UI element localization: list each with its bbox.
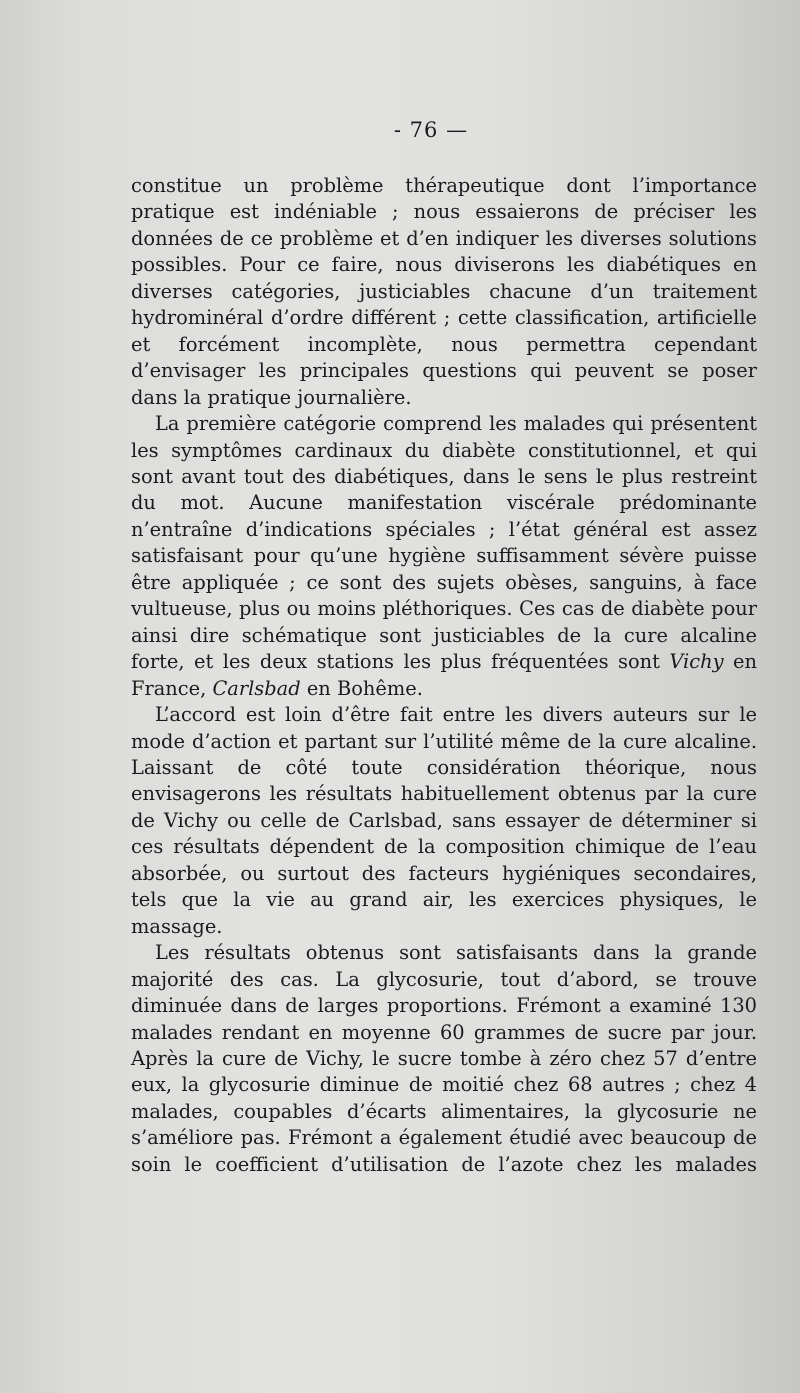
paragraph-first-category — [131, 411, 757, 702]
paragraph-continuation: constitue un problème thérapeutique dont l’importance pratique est indéniable ; nous essaierons de préciser les données de ce problème et d’en indiquer les diverses solutions possibles. Pour ce faire, nous diviserons les diabétiques en diverses catégories, justiciables chacune d’un traitement hydrominéral d’ordre différent ; cette classification, artificielle et forcément incomplète, nous permettra cependant d’envisager les principales questions qui peuvent se poser dans la pratique journalière. — [131, 174, 757, 409]
page-number: - 76 — — [393, 118, 469, 142]
paragraph-results: Les résultats obtenus sont satisfaisants dans la grande majorité des cas. La glycosurie, tout d’abord, se trouve diminuée dans de larges proportions. Frémont a examiné 130 malades rendant en moyenne 60 grammes de sucre par jour. Après la cure de Vichy, le sucre tombe à zéro chez 57 d’entre eux, la glycosurie diminue de moitié chez 68 autres ; chez 4 malades, coupables d’écarts alimentaires, la glycosurie ne s’améliore pas. Frémont a également étudié avec beaucoup de soin le coefficient d’utilisation de l’azote chez les malades — [131, 941, 757, 1176]
paragraph-text: La première catégorie comprend les malades qui présentent les symptômes cardinaux du diabète constitutionnel, et qui sont avant tout des diabétiques, dans le sens le plus restreint du mot. Aucune manifestation viscérale prédominante n’entraîne d’indications spéciales ; l’état général est assez satisfaisant pour qu’une hygiène suffisamment sévère puisse être appliquée ; ce sont des sujets obèses, sanguins, à face vultueuse, plus ou moins pléthoriques. Ces cas de diabète pour ainsi dire schématique sont justiciables de la cure alcaline forte, et les deux stations les plus fréquentées sont — [131, 412, 757, 674]
body-text — [131, 173, 757, 1178]
paragraph-alkaline-cure: L’accord est loin d’être fait entre les divers auteurs sur le mode d’action et partant sur l’utilité même de la cure alcaline. Laissant de côté toute considération théorique, nous envisagerons les résultats habituellement obtenus par la cure de Vichy ou celle de Carlsbad, sans essayer de déterminer si ces résultats dépendent de la composition chimique de l’eau absorbée, ou surtout des facteurs hygiéniques secondaires, tels que la vie au grand air, les exercices physiques, le massage. — [131, 703, 757, 938]
place-name-vichy: Vichy — [669, 650, 724, 674]
paragraph-text: en France, — [131, 650, 757, 700]
paragraph-text: en Bohême. — [300, 676, 423, 700]
place-name-carlsbad: Carlsbad — [212, 676, 301, 700]
